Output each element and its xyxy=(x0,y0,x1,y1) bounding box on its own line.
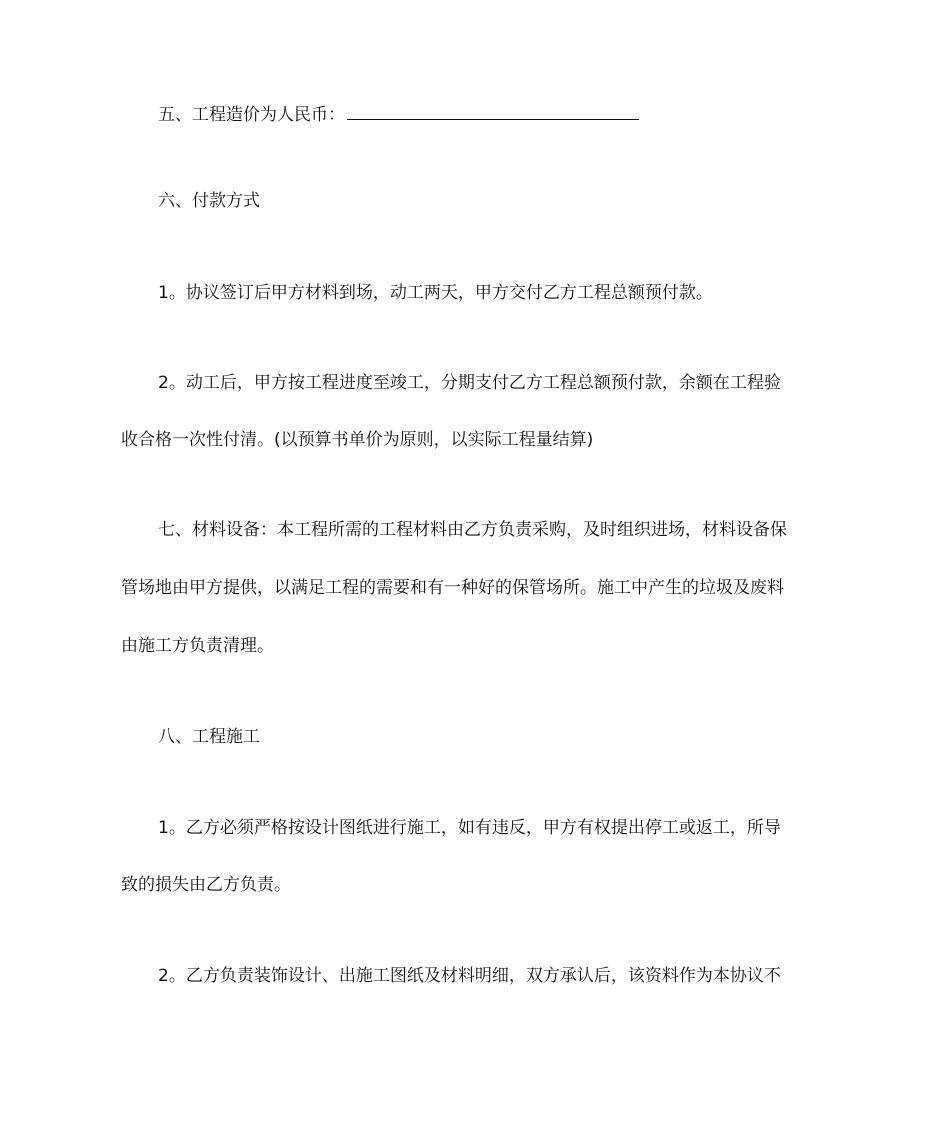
clause-8-title: 八、工程施工 xyxy=(158,727,260,747)
paragraph-text: 2。乙方负责装饰设计、出施工图纸及材料明细，双方承认后，该资料作为本协议不 xyxy=(158,966,781,986)
clause-7-line-2 xyxy=(0,577,950,599)
paragraph-text: 由施工方负责清理。 xyxy=(121,636,274,656)
clause-6-heading xyxy=(0,190,950,212)
clause-8-item-1-line-2 xyxy=(0,874,950,896)
paragraph-text: 致的损失由乙方负责。 xyxy=(121,875,291,895)
clause-6-item-2-line-2 xyxy=(0,429,950,451)
clause-8-heading xyxy=(0,726,950,748)
paragraph-text: 收合格一次性付清。(以预算书单价为原则，以实际工程量结算) xyxy=(121,430,594,450)
clause-5-cost xyxy=(0,101,950,126)
paragraph-text: 1。协议签订后甲方材料到场，动工两天，甲方交付乙方工程总额预付款。 xyxy=(158,283,713,303)
clause-6-item-2-line-1 xyxy=(0,372,950,394)
paragraph-text: 2。动工后，甲方按工程进度至竣工，分期支付乙方工程总额预付款，余额在工程验 xyxy=(158,373,781,393)
paragraph-text: 管场地由甲方提供，以满足工程的需要和有一种好的保管场所。施工中产生的垃圾及废料 xyxy=(121,578,784,598)
clause-8-item-2-line-1 xyxy=(0,965,950,987)
clause-6-item-1 xyxy=(0,282,950,304)
clause-5-label: 五、工程造价为人民币： xyxy=(158,105,345,125)
cost-blank-line xyxy=(347,101,639,120)
clause-6-title: 六、付款方式 xyxy=(158,191,260,211)
paragraph-text: 七、材料设备：本工程所需的工程材料由乙方负责采购，及时组织进场，材料设备保 xyxy=(158,520,787,540)
clause-7-line-3 xyxy=(0,635,950,657)
clause-8-item-1-line-1 xyxy=(0,817,950,839)
clause-7-line-1 xyxy=(0,519,950,541)
paragraph-text: 1。乙方必须严格按设计图纸进行施工，如有违反，甲方有权提出停工或返工，所导 xyxy=(158,818,781,838)
